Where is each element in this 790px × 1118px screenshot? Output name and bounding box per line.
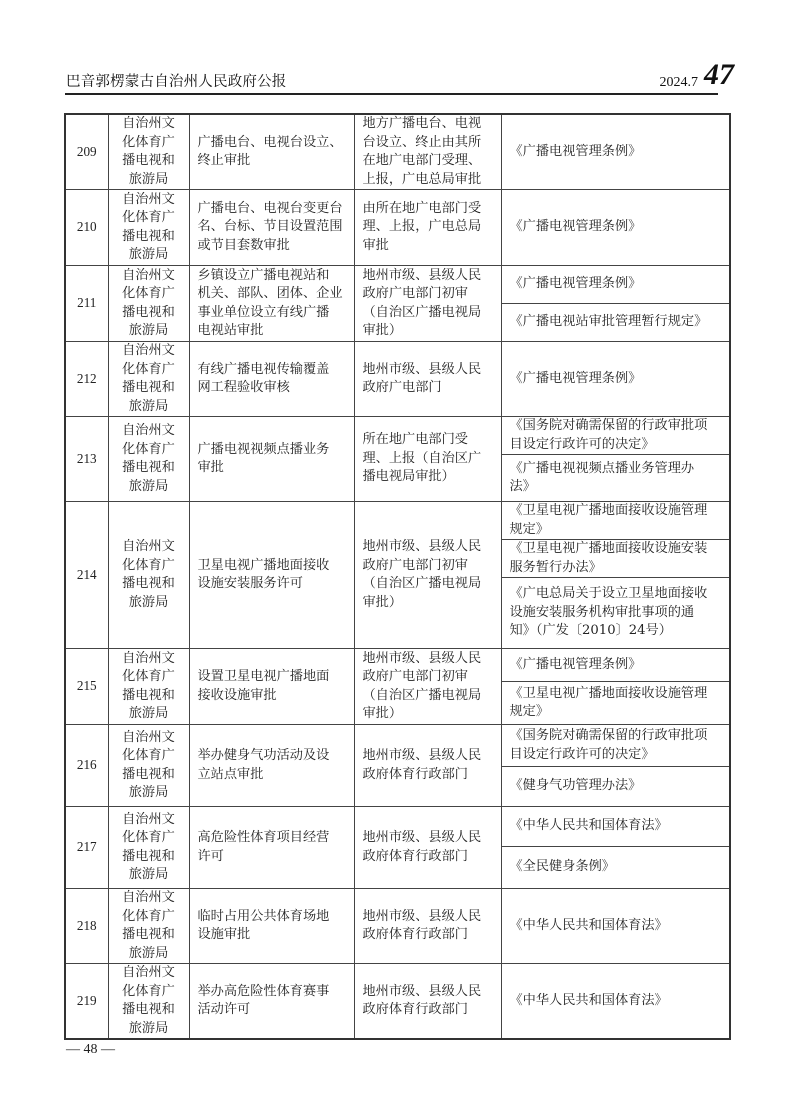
approval-item-cell [189, 649, 354, 725]
issue-date: 2024.7 [659, 75, 698, 90]
authority-cell-text: 地州市级、县级人民 政府广电部门 [362, 361, 482, 395]
row-number-text: 212 [76, 370, 97, 386]
legal-basis-text: 《广播电视管理条例》 [509, 656, 642, 672]
row-number [65, 342, 108, 417]
authority-cell-text: 由所在地广电部门受 理、上报，广电总局 审批 [362, 200, 482, 253]
authority-cell [354, 725, 501, 807]
row-number-text: 211 [77, 295, 97, 311]
table-row [65, 649, 730, 682]
page-number: — 48 — [66, 1042, 115, 1057]
department-cell [108, 502, 189, 649]
table-row [65, 342, 730, 417]
table-row [65, 266, 730, 304]
row-number [65, 725, 108, 807]
approval-item-cell [189, 266, 354, 342]
authority-cell-text: 地州市级、县级人民 政府体育行政部门 [362, 748, 482, 782]
approval-item-cell-text: 广播电视视频点播业务 审批 [197, 441, 330, 475]
legal-basis-cell [501, 304, 730, 342]
department-cell-text: 自治州文 化体育广 播电视和 旅游局 [122, 343, 175, 414]
legal-basis-text: 《国务院对确需保留的行政审批项 目设定行政许可的决定》 [509, 418, 708, 452]
legal-basis-text: 《中华人民共和国体育法》 [509, 818, 668, 834]
approval-item-cell-text: 举办高危险性体育赛事 活动许可 [197, 983, 330, 1017]
publication-title: 巴音郭楞蒙古自治州人民政府公报 [66, 74, 287, 90]
row-number-text: 214 [76, 566, 97, 582]
row-number [65, 114, 108, 190]
table-row [65, 807, 730, 847]
legal-basis-text: 《中华人民共和国体育法》 [509, 992, 668, 1008]
authority-cell [354, 807, 501, 889]
department-cell-text: 自治州文 化体育广 播电视和 旅游局 [122, 267, 175, 338]
department-cell-text: 自治州文 化体育广 播电视和 旅游局 [122, 965, 175, 1036]
department-cell [108, 342, 189, 417]
legal-basis-text: 《广电总局关于设立卫星地面接收 设施安装服务机构审批事项的通 知》（广发〔2010〕24号） [509, 586, 708, 639]
department-cell [108, 114, 189, 190]
issue-number: 47 [704, 58, 734, 91]
authority-cell-text: 地州市级、县级人民 政府体育行政部门 [362, 830, 482, 864]
header-rule [65, 93, 718, 95]
legal-basis-text: 《广播电视站审批管理暂行规定》 [509, 314, 708, 330]
department-cell-text: 自治州文 化体育广 播电视和 旅游局 [122, 423, 175, 494]
approval-item-cell-text: 卫星电视广播地面接收 设施安装服务许可 [197, 557, 330, 591]
legal-basis-cell [501, 682, 730, 725]
authority-cell-text: 地州市级、县级人民 政府体育行政部门 [362, 983, 482, 1017]
department-cell-text: 自治州文 化体育广 播电视和 旅游局 [122, 811, 175, 882]
approval-item-cell-text: 临时占用公共体育场地 设施审批 [197, 908, 330, 942]
legal-basis-text: 《全民健身条例》 [509, 859, 615, 875]
department-cell [108, 725, 189, 807]
authority-cell-text: 地州市级、县级人民 政府体育行政部门 [362, 908, 482, 942]
row-number-text: 217 [76, 839, 97, 855]
row-number [65, 889, 108, 964]
row-number [65, 807, 108, 889]
authority-cell [354, 114, 501, 190]
legal-basis-text: 《国务院对确需保留的行政审批项 目设定行政许可的决定》 [509, 728, 708, 762]
table-row [65, 114, 730, 190]
approval-items-table [64, 113, 731, 1040]
legal-basis-cell [501, 502, 730, 540]
approval-item-cell [189, 725, 354, 807]
authority-cell [354, 649, 501, 725]
authority-cell [354, 417, 501, 502]
authority-cell [354, 266, 501, 342]
legal-basis-cell [501, 847, 730, 889]
approval-item-cell-text: 高危险性体育项目经营 许可 [197, 830, 330, 864]
authority-cell [354, 342, 501, 417]
approval-item-cell [189, 807, 354, 889]
authority-cell-text: 地方广播电台、电视 台设立、终止由其所 在地广电部门受理、 上报，广电总局审批 [362, 116, 482, 187]
legal-basis-cell [501, 540, 730, 578]
legal-basis-cell [501, 964, 730, 1040]
legal-basis-text: 《广播电视管理条例》 [509, 370, 642, 386]
department-cell [108, 964, 189, 1040]
authority-cell-text: 所在地广电部门受 理、上报（自治区广 播电视局审批） [362, 432, 482, 485]
table-row [65, 964, 730, 1040]
legal-basis-cell [501, 342, 730, 417]
department-cell-text: 自治州文 化体育广 播电视和 旅游局 [122, 890, 175, 961]
row-number [65, 502, 108, 649]
authority-cell [354, 889, 501, 964]
approval-item-cell [189, 502, 354, 649]
table-row [65, 502, 730, 540]
legal-basis-cell [501, 649, 730, 682]
legal-basis-text: 《广播电视管理条例》 [509, 143, 642, 159]
approval-item-cell-text: 举办健身气功活动及设 立站点审批 [197, 748, 330, 782]
department-cell [108, 417, 189, 502]
authority-cell-text: 地州市级、县级人民 政府广电部门初审 （自治区广播电视局 审批） [362, 539, 482, 610]
department-cell-text: 自治州文 化体育广 播电视和 旅游局 [122, 729, 175, 800]
legal-basis-cell [501, 190, 730, 266]
legal-basis-cell [501, 578, 730, 649]
table-row [65, 889, 730, 964]
approval-item-cell-text: 广播电台、电视台变更台 名、台标、节目设置范围 或节目套数审批 [197, 200, 343, 253]
legal-basis-text: 《广播电视管理条例》 [509, 276, 642, 292]
legal-basis-text: 《卫星电视广播地面接收设施安装 服务暂行办法》 [509, 541, 708, 575]
department-cell [108, 889, 189, 964]
legal-basis-text: 《卫星电视广播地面接收设施管理 规定》 [509, 503, 708, 537]
approval-item-cell [189, 889, 354, 964]
department-cell-text: 自治州文 化体育广 播电视和 旅游局 [122, 191, 175, 262]
approval-item-cell-text: 有线广播电视传输覆盖 网工程验收审核 [197, 361, 330, 395]
legal-basis-cell [501, 114, 730, 190]
approval-item-cell [189, 342, 354, 417]
approval-item-cell-text: 乡镇设立广播电视站和 机关、部队、团体、企业 事业单位设立有线广播 电视站审批 [197, 267, 343, 338]
row-number-text: 213 [76, 450, 97, 466]
legal-basis-cell [501, 725, 730, 767]
legal-basis-text: 《中华人民共和国体育法》 [509, 917, 668, 933]
row-number-text: 210 [76, 219, 97, 235]
authority-cell [354, 502, 501, 649]
approval-item-cell [189, 417, 354, 502]
department-cell [108, 190, 189, 266]
authority-cell-text: 地州市级、县级人民 政府广电部门初审 （自治区广播电视局 审批） [362, 650, 482, 721]
authority-cell [354, 964, 501, 1040]
approval-item-cell-text: 设置卫星电视广播地面 接收设施审批 [197, 669, 330, 703]
legal-basis-text: 《健身气功管理办法》 [509, 778, 642, 794]
department-cell-text: 自治州文 化体育广 播电视和 旅游局 [122, 539, 175, 610]
legal-basis-cell [501, 417, 730, 455]
legal-basis-text: 《广播电视视频点播业务管理办 法》 [509, 460, 695, 494]
legal-basis-text: 《广播电视管理条例》 [509, 219, 642, 235]
row-number-text: 216 [76, 757, 97, 773]
row-number-text: 215 [76, 678, 97, 694]
approval-item-cell-text: 广播电台、电视台设立、 终止审批 [197, 134, 343, 168]
approval-item-cell [189, 114, 354, 190]
row-number [65, 649, 108, 725]
row-number-text: 218 [76, 917, 97, 933]
department-cell [108, 807, 189, 889]
table-row [65, 417, 730, 455]
legal-basis-cell [501, 767, 730, 807]
department-cell [108, 266, 189, 342]
authority-cell-text: 地州市级、县级人民 政府广电部门初审 （自治区广播电视局 审批） [362, 267, 482, 338]
row-number-text: 209 [76, 143, 97, 159]
row-number [65, 964, 108, 1040]
row-number-text: 219 [76, 992, 97, 1008]
table-row [65, 190, 730, 266]
authority-cell [354, 190, 501, 266]
legal-basis-cell [501, 807, 730, 847]
legal-basis-cell [501, 889, 730, 964]
legal-basis-cell [501, 455, 730, 502]
row-number [65, 266, 108, 342]
table-row [65, 725, 730, 767]
approval-item-cell [189, 964, 354, 1040]
legal-basis-cell [501, 266, 730, 304]
approval-item-cell [189, 190, 354, 266]
row-number [65, 417, 108, 502]
department-cell-text: 自治州文 化体育广 播电视和 旅游局 [122, 650, 175, 721]
department-cell [108, 649, 189, 725]
row-number [65, 190, 108, 266]
legal-basis-text: 《卫星电视广播地面接收设施管理 规定》 [509, 685, 708, 719]
department-cell-text: 自治州文 化体育广 播电视和 旅游局 [122, 116, 175, 187]
